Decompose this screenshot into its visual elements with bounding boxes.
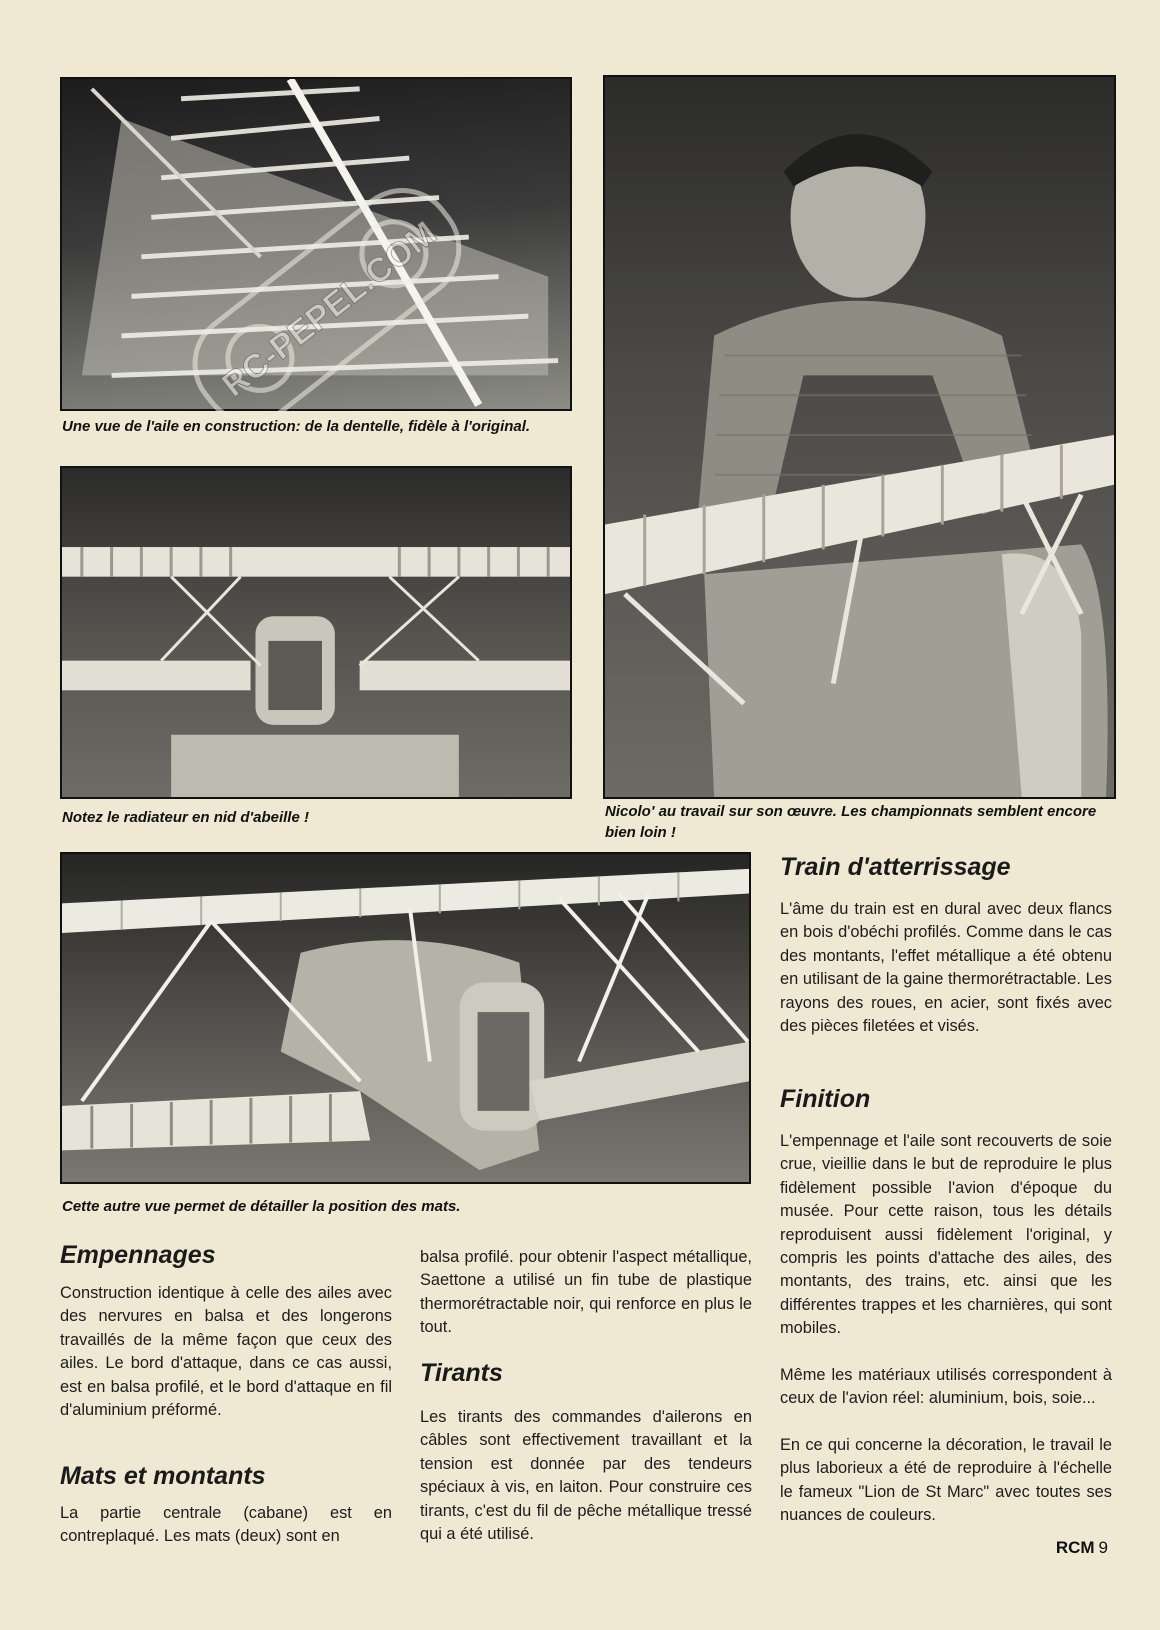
heading-mats: Mats et montants xyxy=(60,1462,266,1490)
page-number: 9 xyxy=(1098,1538,1108,1557)
photo-builder xyxy=(603,75,1116,799)
heading-train: Train d'atterrissage xyxy=(780,853,1011,881)
caption-wing-construction: Une vue de l'aile en construction: de la dentelle, fidèle à l'original. xyxy=(62,418,531,435)
text-mats: La partie centrale (cabane) est en contreplaqué. Les mats (deux) sont en xyxy=(60,1504,392,1546)
text-finition-p1: L'empennage et l'aile sont recouverts de soie crue, vieillie dans le but de reproduire le plus fidèlement possible l'avion d'époque du musée. Pour cette raison, tous les détails reproduisent aussi fidèlement l'original, y compris les points d'attache des ailes, des montants, des trains, etc. ainsi que les différentes trappes et les charnières, qui sont mobiles. xyxy=(780,1132,1112,1338)
heading-tirants: Tirants xyxy=(420,1359,503,1387)
struts-illustration xyxy=(62,854,749,1182)
caption-builder: Nicolo' au travail sur son œuvre. Les championnats semblent encore bien loin ! xyxy=(605,803,1097,841)
text-finition-p3: En ce qui concerne la décoration, le travail le plus laborieux a été de reproduire à l'échelle le fameux "Lion de St Marc" avec toutes ses nuances de couleurs. xyxy=(780,1436,1112,1525)
photo-radiator xyxy=(60,466,572,799)
heading-finition: Finition xyxy=(780,1085,871,1113)
watermark-text: RC-PEPEL.COM xyxy=(214,213,444,405)
text-mats-continued: balsa profilé. pour obtenir l'aspect métallique, Saettone a utilisé un fin tube de plastique thermorétractable noir, qui renforce en plus le tout. xyxy=(420,1248,752,1337)
photo-struts xyxy=(60,852,751,1184)
caption-struts: Cette autre vue permet de détailler la position des mats. xyxy=(62,1198,461,1215)
text-empennages: Construction identique à celle des ailes avec des nervures en balsa et des longerons travaillés de la même façon que ceux des ailes. Le bord d'attaque, dans ce cas aussi, est en balsa profilé, et le bord d'attaque en fil d'aluminium préformé. xyxy=(60,1284,392,1420)
caption-radiator: Notez le radiateur en nid d'abeille ! xyxy=(62,809,309,826)
text-tirants: Les tirants des commandes d'ailerons en câbles sont effectivement travaillant et la tension est donnée par des tendeurs spéciaux à vis, en laiton. Pour construire ces tirants, c'est du fil de pêche métallique tressé qui a été utilisé. xyxy=(420,1408,752,1544)
text-finition-p2: Même les matériaux utilisés correspondent à ceux de l'avion réel: aluminium, bois, soie... xyxy=(780,1366,1112,1408)
heading-empennages: Empennages xyxy=(60,1241,216,1269)
biplane-front-illustration xyxy=(62,468,570,797)
text-train: L'âme du train est en dural avec deux flancs en bois d'obéchi profilés. Comme dans le cas des montants, l'effet métallique a été obtenu en utilisant de la gaine thermorétractable. Les rayons des roues, en acier, sont fixés avec des pièces filetées et visés. xyxy=(780,900,1112,1036)
builder-illustration xyxy=(605,77,1114,797)
page-folio xyxy=(1056,1538,1108,1558)
magazine-name: RCM xyxy=(1055,1538,1095,1557)
